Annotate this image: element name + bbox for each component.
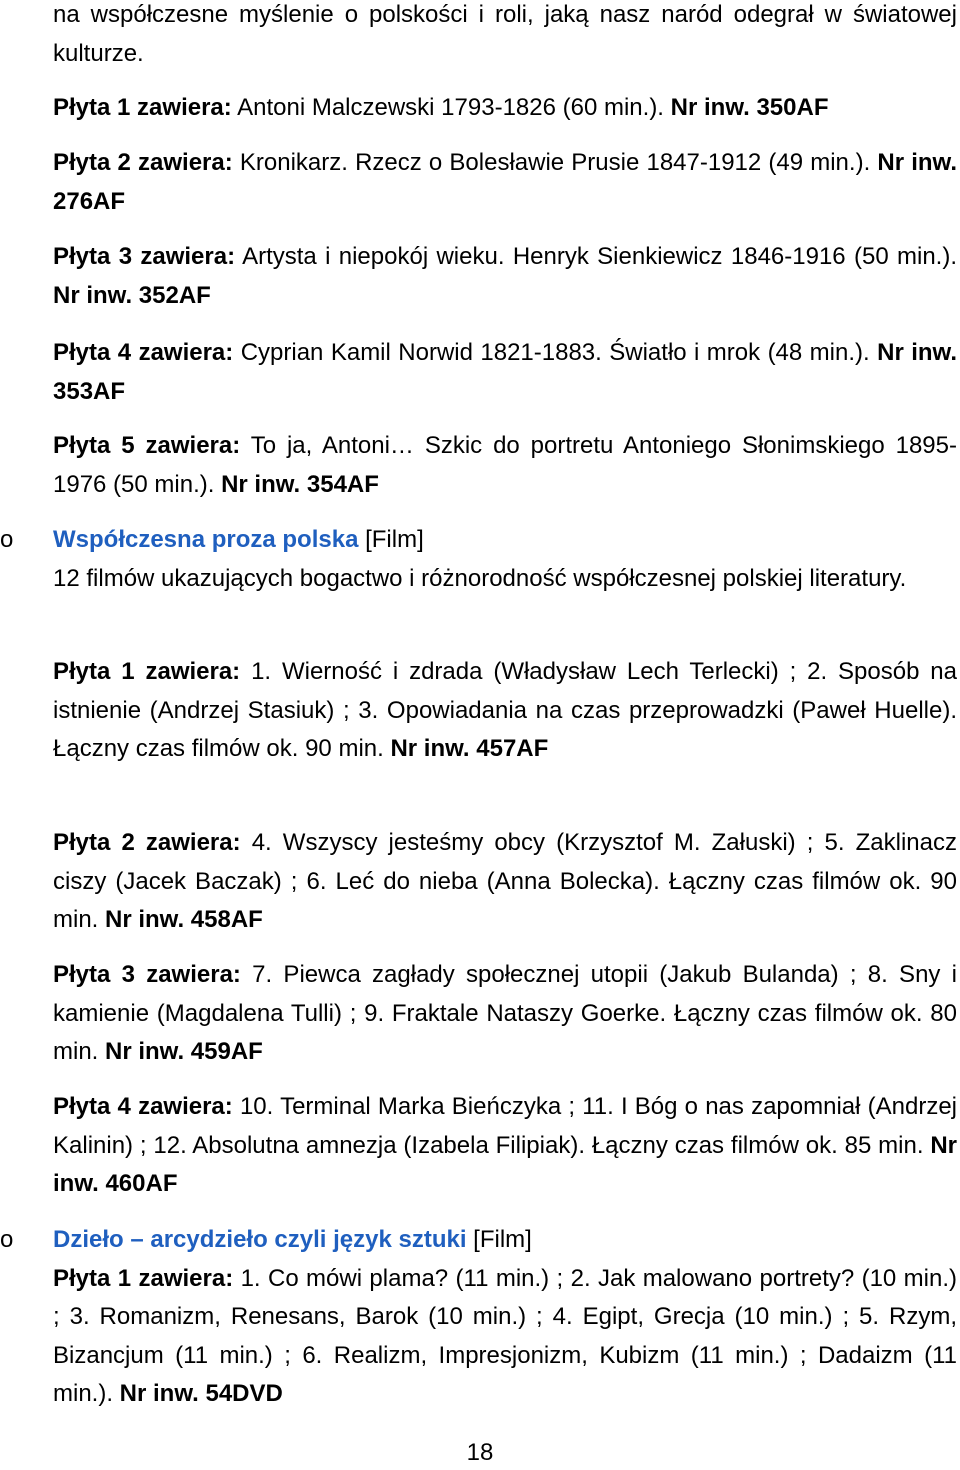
inv-number: 460AF [98, 1170, 178, 1197]
disc-text: Kronikarz. Rzecz o Bolesławie Prusie 1847-1912 (49 min.). [232, 149, 878, 176]
inv-number: 457AF [469, 735, 549, 762]
section-heading [53, 1221, 957, 1414]
list-bullet: o [0, 526, 14, 553]
inv-number: 459AF [184, 1038, 263, 1065]
disc-label: Płyta 3 zawiera: [53, 961, 241, 988]
disc-text: 7. Piewca zagłady społecznej utopii (Jakub Bulanda) ; 8. Sny i kamienie (Magdalena Tulli) ; 9. Fraktale Nataszy Goerke. Łączny czas filmów ok. 80 min. [53, 961, 957, 1065]
inv-label: Nr inw. [390, 735, 470, 762]
inv-label: Nr inw. [53, 281, 133, 309]
disc-label: Płyta 1 zawiera: [53, 1264, 234, 1292]
section-heading [53, 521, 957, 598]
disc-text: 1. Wierność i zdrada (Władysław Lech Terlecki) ; 2. Sposób na istnienie (Andrzej Stasiuk) ; 3. Opowiadania na czas przeprowadzki (Paweł Huelle). Łączny czas filmów ok. 90 min. [53, 658, 957, 762]
disc-text: 4. Wszyscy jesteśmy obcy (Krzysztof M. Załuski) ; 5. Zaklinacz ciszy (Jacek Baczak) ; 6. Leć do nieba (Anna Bolecka). Łączny czas filmów ok. 90 min. [53, 829, 957, 933]
disc-entry [53, 653, 957, 769]
disc-entry [53, 956, 957, 1072]
inv-label: Nr inw. [877, 339, 957, 366]
section-title-link[interactable]: Dzieło – arcydzieło czyli język sztuki [53, 1226, 467, 1253]
inv-label: Nr inw. [105, 906, 185, 933]
inv-number: 54DVD [198, 1380, 283, 1407]
disc-text: To ja, Antoni… Szkic do portretu Antoniego Słonimskiego 1895-1976 (50 min.). [53, 432, 957, 498]
inv-label: Nr inw. [53, 1131, 957, 1197]
disc-text: 10. Terminal Marka Bieńczyka ; 11. I Bóg o nas zapomniał (Andrzej Kalinin) ; 12. Absolutna amnezja (Izabela Filipiak). Łączny czas filmów ok. 85 min. [53, 1093, 957, 1159]
disc-entry [53, 1088, 957, 1204]
section-title-link[interactable]: Współczesna proza polska [53, 526, 359, 553]
disc-label: Płyta 5 zawiera: [53, 432, 241, 459]
inv-label: Nr inw. [877, 149, 957, 176]
disc-label: Płyta 4 zawiera: [53, 339, 234, 366]
inv-number: 458AF [184, 906, 263, 933]
inv-number: 276AF [53, 187, 126, 215]
disc-label: Płyta 4 zawiera: [53, 1093, 233, 1120]
inv-label: Nr inw. [670, 94, 750, 121]
disc-entry [53, 824, 957, 940]
disc-label: Płyta 1 zawiera: [53, 658, 241, 685]
disc-text: Artysta i niepokój wieku. Henryk Sienkiewicz 1846-1916 (50 min.). [235, 243, 957, 270]
section-description: 12 filmów ukazujących bogactwo i różnorodność współczesnej polskiej literatury. [53, 564, 907, 592]
disc-label: Płyta 2 zawiera: [53, 149, 233, 176]
inv-label: Nr inw. [119, 1380, 199, 1407]
inv-label: Nr inw. [221, 470, 301, 498]
disc-text: Antoni Malczewski 1793-1826 (60 min.). [231, 94, 671, 121]
disc-label: Płyta 2 zawiera: [53, 829, 241, 856]
disc-label: Płyta 1 zawiera: [53, 94, 232, 121]
disc-text: Cyprian Kamil Norwid 1821-1883. Światło i mrok (48 min.). [233, 339, 878, 366]
disc-entry [53, 144, 957, 221]
inv-number: 353AF [53, 377, 126, 405]
intro-paragraph [53, 0, 957, 73]
disc-entry [53, 427, 957, 504]
inv-number: 350AF [749, 94, 829, 121]
section-type: [Film] [466, 1226, 532, 1253]
disc-entry [53, 89, 957, 128]
disc-text: 1. Co mówi plama? (11 min.) ; 2. Jak malowano portrety? (10 min.) ; 3. Romanizm, Renesans, Barok (10 min.) ; 4. Egipt, Grecja (10 min.) ; 5. Rzym, Bizancjum (11 min.) ; 6. Realizm, Impresjonizm, Kubizm (11 min.) ; Dadaizm (11 min.). [53, 1264, 957, 1407]
section-type: [Film] [358, 526, 424, 553]
inv-number: 354AF [300, 470, 379, 498]
page-number: 18 [466, 1439, 494, 1466]
inv-label: Nr inw. [105, 1038, 185, 1065]
disc-entry [53, 334, 957, 411]
inv-number: 352AF [132, 281, 211, 309]
intro-text: na współczesne myślenie o polskości i roli, jaką nasz naród odegrał w światowej kulturze. [53, 1, 957, 67]
list-bullet: o [0, 1226, 14, 1253]
disc-entry [53, 238, 957, 315]
disc-label: Płyta 3 zawiera: [53, 243, 236, 270]
